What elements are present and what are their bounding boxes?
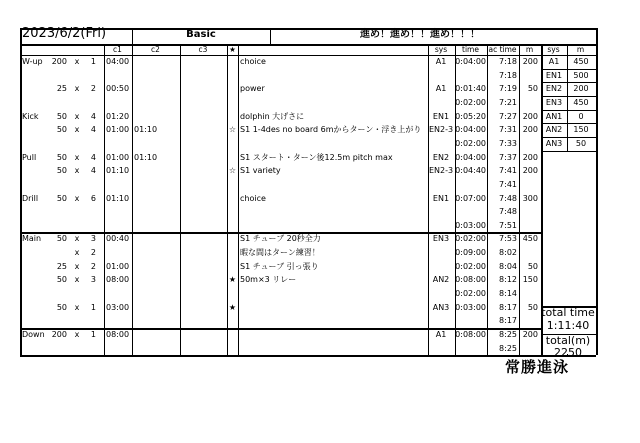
- row-cycle-c2: 01:10: [134, 125, 158, 135]
- row-meters: 200: [522, 330, 538, 339]
- row-duration: 0:03:00: [455, 302, 486, 312]
- row-duration: 0:02:00: [455, 261, 486, 271]
- row-duration: 0:02:00: [455, 289, 486, 299]
- col-header-sys: sys: [434, 45, 448, 54]
- col-header-ac-time: ac time: [488, 45, 517, 54]
- row-distance: 50: [56, 111, 67, 121]
- row-times-sign: x: [74, 193, 80, 203]
- col-header-c1: c1: [113, 45, 122, 54]
- row-content: S1 チューブ 20秒全力: [240, 234, 321, 244]
- summary-meters: 500: [573, 70, 589, 80]
- row-content: 暇な間はターン練習！: [240, 248, 320, 258]
- row-accumulated-time: 7:48: [499, 207, 517, 217]
- sheet-top-border: [20, 28, 596, 30]
- row-accumulated-time: 7:27: [499, 111, 517, 121]
- sheet-left-border: [20, 28, 22, 355]
- row-energy-system: A1: [435, 84, 447, 94]
- row-times-sign: x: [74, 111, 80, 121]
- sheet-right-border: [596, 28, 598, 355]
- row-distance: 50: [56, 275, 67, 285]
- row-content: dolphin 大げさに: [240, 111, 305, 121]
- row-meters: 50: [527, 261, 538, 271]
- summary-system: EN3: [545, 97, 563, 107]
- row-meters: 200: [522, 57, 538, 66]
- summary-meters: 150: [573, 125, 589, 135]
- row-accumulated-time: 7:18: [499, 57, 517, 66]
- row-content: 50m×3 リレー: [240, 275, 297, 285]
- row-distance: 50: [56, 302, 67, 312]
- summary-row-line: [541, 123, 596, 124]
- row-accumulated-time: 8:25: [499, 343, 517, 353]
- column-divider: [132, 44, 133, 355]
- slogan: 進め！進め！！進め！！！: [360, 29, 480, 40]
- row-category: Pull: [22, 152, 37, 162]
- row-accumulated-time: 8:12: [499, 275, 517, 285]
- col-header-m: m: [525, 45, 534, 54]
- row-duration: 0:03:00: [455, 220, 486, 230]
- row-repetitions: 1: [90, 57, 96, 66]
- row-cycle-c1: 01:20: [106, 111, 130, 121]
- row-accumulated-time: 7:21: [499, 97, 517, 107]
- row-accumulated-time: 8:17: [499, 302, 517, 312]
- summary-system: EN1: [545, 70, 563, 80]
- totals-divider: [541, 334, 596, 335]
- row-cycle-c1: 00:50: [106, 84, 130, 94]
- menu-date: 2023/6/2(Fri): [22, 26, 107, 41]
- row-cycle-c1: 01:00: [106, 152, 130, 162]
- row-accumulated-time: 7:51: [499, 220, 517, 230]
- row-star-mark: ☆: [228, 125, 237, 135]
- row-accumulated-time: 7:33: [499, 138, 517, 148]
- total-time-label: total time: [541, 306, 595, 319]
- row-times-sign: x: [74, 302, 80, 312]
- seal-signature: 常勝進泳: [505, 358, 570, 376]
- total-distance-value: 2250: [554, 346, 582, 359]
- row-accumulated-time: 8:04: [499, 261, 517, 271]
- row-cycle-c1: 03:00: [106, 302, 130, 312]
- row-duration: 0:05:20: [455, 111, 486, 121]
- row-category: Drill: [22, 193, 39, 203]
- row-duration: 0:08:00: [455, 330, 486, 339]
- row-distance: 50: [56, 125, 67, 135]
- column-divider: [238, 44, 239, 355]
- row-content: S1 チューブ 引っ張り: [240, 261, 319, 271]
- column-divider: [180, 44, 181, 355]
- summary-row-line: [541, 96, 596, 97]
- row-duration: 0:09:00: [455, 248, 486, 258]
- summary-meters: 50: [575, 138, 587, 148]
- row-accumulated-time: 7:18: [499, 70, 517, 80]
- row-repetitions: 3: [90, 275, 96, 285]
- row-duration: 0:04:00: [455, 152, 486, 162]
- summary-system: EN2: [545, 84, 563, 94]
- summary-meters: 450: [573, 97, 589, 107]
- total-time-value: 1:11:40: [546, 319, 590, 332]
- row-distance: 25: [56, 84, 67, 94]
- row-content: power: [240, 84, 265, 94]
- row-times-sign: x: [74, 234, 80, 244]
- row-duration: 0:04:00: [455, 57, 486, 66]
- row-accumulated-time: 8:25: [499, 330, 517, 339]
- row-content: S1 1-4des no board 6mからターン・浮き上がり: [240, 125, 422, 135]
- col-header-c3: c3: [198, 45, 208, 54]
- row-meters: 50: [527, 84, 538, 94]
- row-content: choice: [240, 57, 266, 66]
- row-cycle-c1: 04:00: [106, 57, 130, 66]
- row-meters: 200: [522, 111, 538, 121]
- row-energy-system: A1: [435, 57, 447, 66]
- row-category: Down: [22, 330, 45, 339]
- row-repetitions: 1: [90, 302, 96, 312]
- row-repetitions: 2: [90, 84, 96, 94]
- row-duration: 0:02:00: [455, 97, 486, 107]
- col-header-star: ★: [229, 45, 236, 54]
- row-distance: 25: [56, 261, 67, 271]
- row-accumulated-time: 8:17: [499, 316, 517, 326]
- row-cycle-c1: 08:00: [106, 330, 130, 339]
- row-repetitions: 4: [90, 111, 96, 121]
- row-times-sign: x: [74, 166, 80, 176]
- row-times-sign: x: [74, 84, 80, 94]
- column-divider: [104, 44, 105, 355]
- row-meters: 450: [522, 234, 538, 244]
- header-bottom-border: [20, 44, 596, 46]
- column-header-bottom-border: [20, 55, 596, 56]
- row-accumulated-time: 7:41: [499, 179, 517, 189]
- menu-name: Basic: [186, 29, 216, 40]
- row-energy-system: A1: [435, 330, 447, 339]
- row-cycle-c1: 01:10: [106, 193, 130, 203]
- row-accumulated-time: 8:02: [499, 248, 517, 258]
- summary-system: AN1: [545, 111, 563, 121]
- row-distance: 50: [56, 193, 67, 203]
- row-duration: 0:02:00: [455, 138, 486, 148]
- row-energy-system: EN3: [432, 234, 450, 244]
- row-distance: 50: [56, 234, 67, 244]
- row-accumulated-time: 7:31: [499, 125, 517, 135]
- summary-row-line: [541, 137, 596, 138]
- row-duration: 0:04:00: [455, 125, 486, 135]
- row-category: W-up: [22, 57, 43, 66]
- sheet-bottom-border: [20, 355, 596, 357]
- row-meters: 200: [522, 166, 538, 176]
- row-repetitions: 4: [90, 152, 96, 162]
- row-duration: 0:02:00: [455, 234, 486, 244]
- row-distance: 200: [51, 57, 67, 66]
- row-energy-system: EN2-3: [428, 166, 454, 176]
- row-repetitions: 1: [90, 330, 96, 339]
- summary-row-line: [541, 110, 596, 111]
- row-times-sign: x: [74, 248, 80, 258]
- row-times-sign: x: [74, 330, 80, 339]
- row-repetitions: 3: [90, 234, 96, 244]
- row-distance: 50: [56, 152, 67, 162]
- row-energy-system: EN1: [432, 111, 450, 121]
- col-header-c2: c2: [151, 45, 160, 54]
- row-meters: 200: [522, 152, 538, 162]
- row-cycle-c1: 08:00: [106, 275, 130, 285]
- row-content: S1 スタート・ターン後12.5m pitch max: [240, 152, 393, 162]
- row-accumulated-time: 7:19: [499, 84, 517, 94]
- row-category: Main: [22, 234, 42, 244]
- row-energy-system: AN3: [432, 302, 450, 312]
- row-meters: 50: [527, 302, 538, 312]
- row-cycle-c1: 01:00: [106, 125, 130, 135]
- row-energy-system: AN2: [432, 275, 450, 285]
- row-category: Kick: [22, 111, 39, 121]
- total-distance-label: total(m): [545, 334, 591, 347]
- row-times-sign: x: [74, 57, 80, 66]
- row-cycle-c1: 00:40: [106, 234, 130, 244]
- header-divider: [132, 28, 133, 44]
- row-distance: 200: [51, 330, 67, 339]
- row-content: choice: [240, 193, 266, 203]
- row-content: S1 variety: [240, 166, 281, 176]
- row-repetitions: 6: [90, 193, 96, 203]
- row-accumulated-time: 7:53: [499, 234, 517, 244]
- summary-system: A1: [548, 57, 560, 66]
- row-star-mark: ★: [228, 302, 237, 312]
- row-duration: 0:07:00: [455, 193, 486, 203]
- row-meters: 150: [522, 275, 538, 285]
- row-star-mark: ★: [228, 275, 237, 285]
- totals-top-border: [541, 306, 596, 308]
- row-distance: 50: [56, 166, 67, 176]
- summary-row-line: [541, 82, 596, 83]
- row-cycle-c1: 01:00: [106, 261, 130, 271]
- col-header-time: time: [462, 45, 479, 54]
- summary-system: AN2: [545, 125, 563, 135]
- row-repetitions: 2: [90, 261, 96, 271]
- row-repetitions: 4: [90, 125, 96, 135]
- row-star-mark: ☆: [228, 166, 237, 176]
- summary-row-line: [541, 69, 596, 70]
- row-duration: 0:04:40: [455, 166, 486, 176]
- row-accumulated-time: 7:48: [499, 193, 517, 203]
- row-duration: 0:01:40: [455, 84, 486, 94]
- row-accumulated-time: 7:37: [499, 152, 517, 162]
- col-header-m-summary: m: [576, 45, 585, 54]
- row-cycle-c1: 01:10: [106, 166, 130, 176]
- row-accumulated-time: 8:14: [499, 289, 517, 299]
- row-accumulated-time: 7:41: [499, 166, 517, 176]
- row-cycle-c2: 01:10: [134, 152, 158, 162]
- row-times-sign: x: [74, 125, 80, 135]
- row-meters: 300: [522, 193, 538, 203]
- row-times-sign: x: [74, 261, 80, 271]
- summary-meters: 450: [573, 57, 589, 66]
- row-times-sign: x: [74, 152, 80, 162]
- row-energy-system: EN2-3: [428, 125, 454, 135]
- header-divider: [270, 28, 271, 44]
- col-header-sys-summary: sys: [547, 45, 560, 54]
- row-energy-system: EN2: [432, 152, 450, 162]
- row-repetitions: 4: [90, 166, 96, 176]
- summary-meters: 0: [578, 111, 584, 121]
- summary-meters: 200: [573, 84, 589, 94]
- row-duration: 0:08:00: [455, 275, 486, 285]
- row-meters: 200: [522, 125, 538, 135]
- summary-system: AN3: [545, 138, 563, 148]
- row-energy-system: EN1: [432, 193, 450, 203]
- row-repetitions: 2: [90, 248, 96, 258]
- row-times-sign: x: [74, 275, 80, 285]
